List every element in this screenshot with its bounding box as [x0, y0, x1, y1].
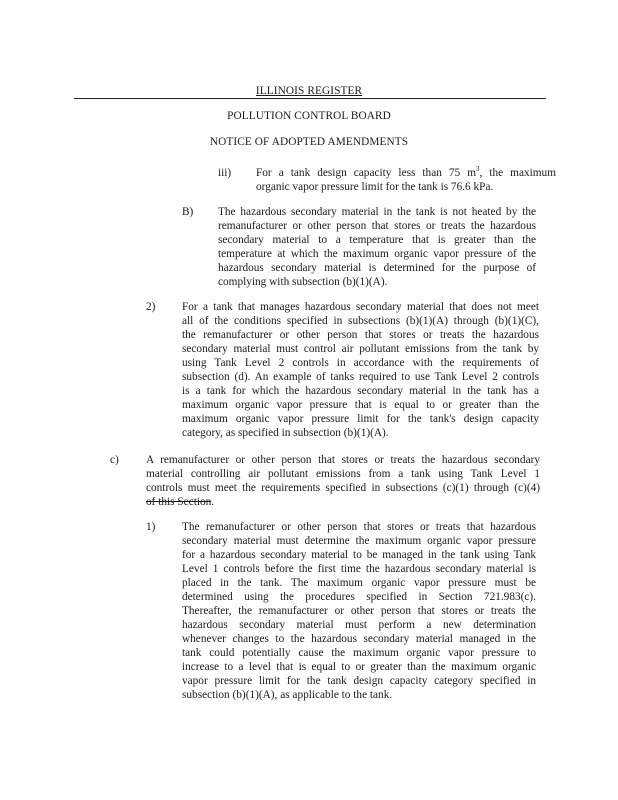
item-2-line: subsection (d). An example of tanks required to use Tank Level 2 controls	[182, 371, 539, 383]
item-c1-line: The remanufacturer or other person that stores or treats that hazardous	[182, 521, 536, 533]
item-c1-line: secondary material must determine the maximum organic vapor pressure	[182, 535, 536, 547]
item-b-line: complying with subsection (b)(1)(A).	[218, 276, 388, 288]
superscript: 3	[476, 165, 480, 173]
register-title: ILLINOIS REGISTER	[255, 85, 363, 97]
item-2-line: category, as specified in subsection (b)(1)(A).	[182, 427, 389, 439]
item-c1-line: hazardous secondary material must perform a new determination	[182, 619, 536, 631]
item-b-line: The hazardous secondary material in the tank is not heated by the	[218, 206, 536, 218]
item-b-line: secondary material to a temperature that is greater than the	[218, 234, 536, 246]
header-rule	[74, 98, 546, 99]
item-iii-label: iii)	[218, 167, 232, 179]
item-c-line: controls must meet the requirements specified in subsections (c)(1) through (c)(4)	[146, 482, 540, 494]
item-2-text	[182, 300, 539, 440]
item-c1-line: for a hazardous secondary material to be managed in the tank using Tank	[182, 549, 536, 561]
item-b-label: B)	[182, 206, 194, 218]
item-iii-text	[256, 166, 556, 194]
item-c1-line: determined using the procedures specified in Section 721.983(c).	[182, 591, 536, 603]
item-2-line: maximum organic vapor pressure limit for the tank's design capacity	[182, 413, 539, 425]
item-c1-label: 1)	[146, 521, 156, 533]
item-2-line: all of the conditions specified in subsections (b)(1)(A) through (b)(1)(C),	[182, 315, 539, 327]
item-c1-line: subsection (b)(1)(A), as applicable to the tank.	[182, 689, 393, 701]
item-2-line: maximum organic vapor pressure that is equal to or greater than the	[182, 399, 539, 411]
item-iii-line-1: For a tank design capacity less than 75 $m^3$, the maximum	[256, 165, 556, 179]
item-c1-line: vapor pressure limit for the tank design capacity category specified in	[182, 675, 536, 687]
board-title: POLLUTION CONTROL BOARD	[227, 110, 391, 122]
item-c1-line: placed in the tank. The maximum organic vapor pressure must be	[182, 577, 536, 589]
item-c-line: A remanufacturer or other person that stores or treats the hazardous secondary	[146, 454, 540, 466]
item-c1-line: Level 1 controls before the first time the hazardous secondary material is	[182, 563, 536, 575]
item-c1-line: Thereafter, the remanufacturer or other person that stores or treats the	[182, 605, 536, 617]
item-2-line: using Tank Level 2 controls in accordance with the requirements of	[182, 357, 539, 369]
item-b-line: temperature at which the maximum organic vapor pressure of the	[218, 248, 536, 260]
struck-text: of this Section	[146, 496, 212, 508]
item-c-line: material controlling air pollutant emissions from a tank using Tank Level 1	[146, 468, 540, 480]
item-2-line: For a tank that manages hazardous secondary material that does not meet	[182, 301, 539, 313]
item-b-line: remanufacturer or other person that stores or treats the hazardous	[218, 220, 536, 232]
item-c1-text	[182, 520, 536, 702]
item-b-line: hazardous secondary material is determined for the purpose of	[218, 262, 536, 274]
item-c1-line: whenever changes to the hazardous secondary material managed in the	[182, 633, 536, 645]
item-c-label: c)	[110, 454, 119, 466]
item-c1-line: increase to a level that is equal to or greater than the maximum organic	[182, 661, 536, 673]
notice-title: NOTICE OF ADOPTED AMENDMENTS	[209, 136, 409, 148]
item-2-line: is a tank for which the hazardous secondary material in the tank has a	[182, 385, 539, 397]
item-c1-line: tank could potentially cause the maximum organic vapor pressure to	[182, 647, 536, 659]
item-iii-line-2: organic vapor pressure limit for the tank is 76.6 kPa.	[256, 181, 494, 193]
item-c-line: of this Section.	[146, 496, 215, 508]
item-2-line: secondary material must control air pollutant emissions from the tank by	[182, 343, 539, 355]
item-b-text	[218, 205, 536, 289]
item-2-line: the remanufacturer or other person that stores or treats the hazardous	[182, 329, 539, 341]
item-c-text	[146, 453, 540, 509]
item-2-label: 2)	[146, 301, 156, 313]
